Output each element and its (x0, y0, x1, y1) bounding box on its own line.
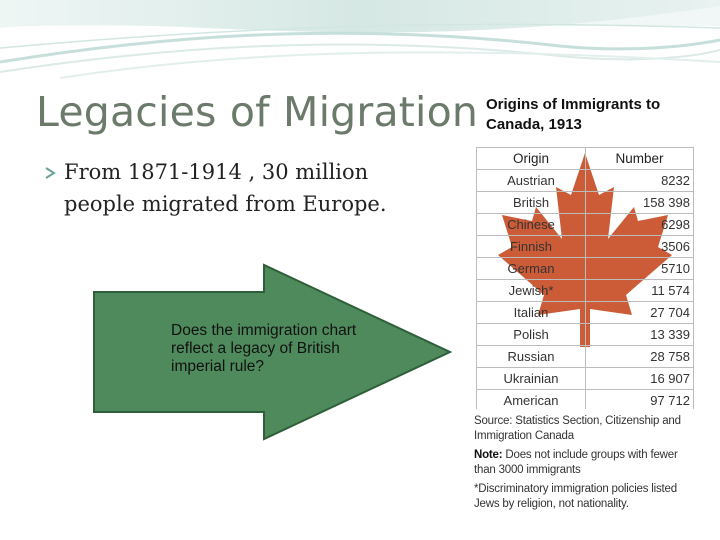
number-cell: 13 339 (586, 324, 694, 346)
origin-cell: Jewish* (477, 280, 586, 302)
bullet-line-2: people migrated from Europe. (64, 192, 387, 216)
number-cell: 6298 (586, 214, 694, 236)
origin-cell: Finnish (477, 236, 586, 258)
table-row (477, 302, 694, 324)
immigration-table-panel (476, 147, 694, 409)
slide-title: Legacies of Migration (36, 88, 479, 136)
table-row (477, 258, 694, 280)
table-notes (474, 414, 694, 522)
number-cell: 3506 (586, 236, 694, 258)
origin-cell: Austrian (477, 170, 586, 192)
note-label: Note: (474, 449, 503, 461)
number-cell: 16 907 (586, 368, 694, 390)
header-swoosh-decoration (0, 0, 720, 90)
table-row (477, 280, 694, 302)
table-row (477, 170, 694, 192)
table-row (477, 368, 694, 390)
footnote: *Discriminatory immigration policies listed Jews by religion, not nationality. (474, 483, 677, 510)
origin-cell: Ukrainian (477, 368, 586, 390)
number-cell: 5710 (586, 258, 694, 280)
arrow-question-text: Does the immigration chart reflect a legacy of British imperial rule? (171, 322, 357, 375)
number-cell: 11 574 (586, 280, 694, 302)
origin-column-header: Origin (477, 148, 586, 170)
origin-cell: British (477, 192, 586, 214)
table-row (477, 192, 694, 214)
origin-cell: Italian (477, 302, 586, 324)
number-column-header: Number (586, 148, 694, 170)
origin-cell: Russian (477, 346, 586, 368)
origin-cell: Chinese (477, 214, 586, 236)
table-row (477, 236, 694, 258)
immigration-table (476, 147, 694, 409)
table-header-row (477, 148, 694, 170)
number-cell: 28 758 (586, 346, 694, 368)
number-cell: 27 704 (586, 302, 694, 324)
bullet-chevron-icon (44, 166, 58, 180)
origin-cell: Polish (477, 324, 586, 346)
table-row (477, 214, 694, 236)
number-cell: 158 398 (586, 192, 694, 214)
source-note: Source: Statistics Section, Citizenship and Immigration Canada (474, 415, 681, 442)
origin-cell: American (477, 390, 586, 410)
table-row (477, 324, 694, 346)
chart-title: Origins of Immigrants to Canada, 1913 (486, 96, 661, 133)
table-row (477, 346, 694, 368)
number-cell: 97 712 (586, 390, 694, 410)
origin-cell: German (477, 258, 586, 280)
exclusion-note (474, 448, 694, 478)
bullet-line-1: From 1871-1914 , 30 million (64, 160, 369, 184)
note-text: Does not include groups with fewer than 3000 immigrants (474, 449, 678, 476)
table-row (477, 390, 694, 410)
number-cell: 8232 (586, 170, 694, 192)
